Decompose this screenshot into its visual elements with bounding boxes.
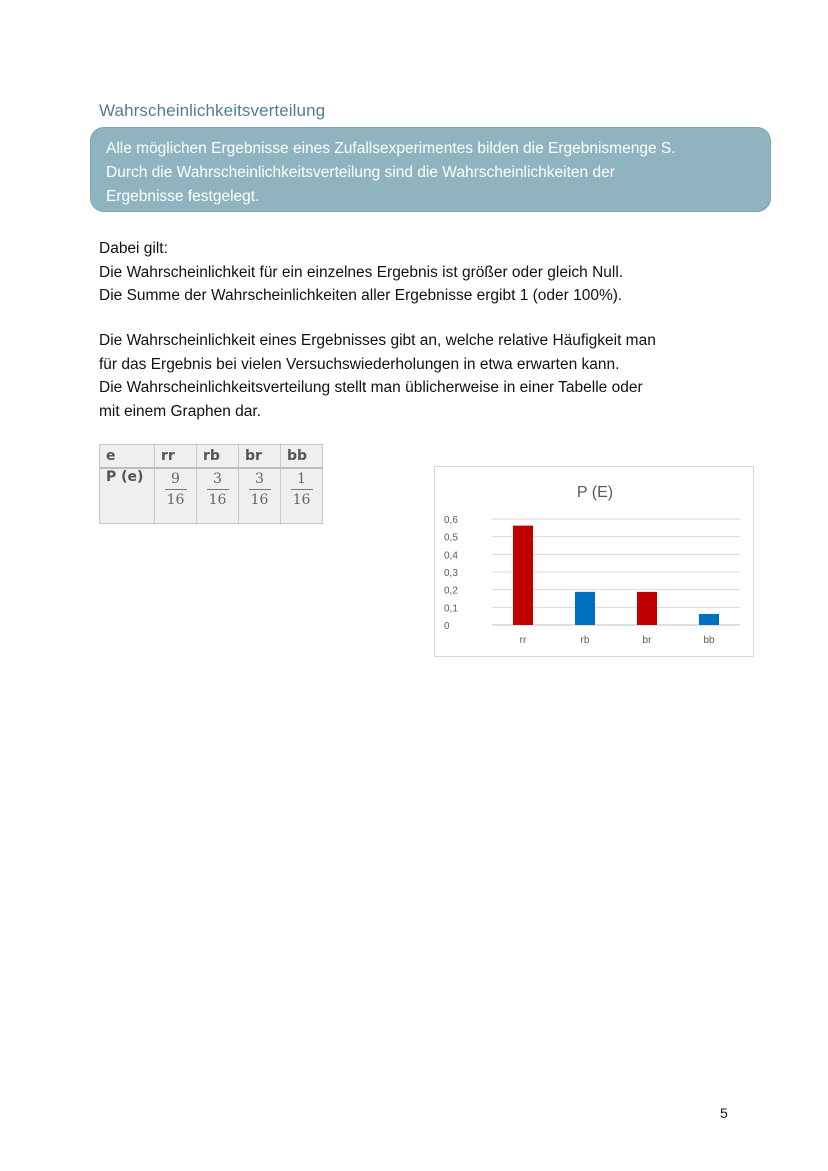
paragraph-line: für das Ergebnis bei vielen Versuchswiederholungen in etwa erwarten kann. — [99, 355, 620, 373]
fraction-bar — [165, 489, 187, 490]
chart-svg — [435, 467, 755, 658]
paragraph-line: Die Wahrscheinlichkeit für ein einzelnes Ergebnis ist größer oder gleich Null. — [99, 263, 624, 281]
callout-line: Durch die Wahrscheinlichkeitsverteilung sind die Wahrscheinlichkeiten der — [106, 164, 615, 181]
paragraph-line: Die Summe der Wahrscheinlichkeiten aller Ergebnisse ergibt 1 (oder 100%). — [99, 287, 623, 304]
table-row — [100, 468, 323, 524]
distribution-table — [99, 444, 323, 524]
explanation-paragraph — [99, 329, 656, 423]
page-number: 5 — [720, 1105, 728, 1121]
rules-paragraph — [99, 237, 623, 308]
x-tick-label: bb — [703, 635, 715, 646]
probability-cell — [155, 468, 197, 524]
callout-line: Ergebnisse festgelegt. — [106, 188, 260, 205]
callout-line: Alle möglichen Ergebnisse eines Zufallsexperimentes bilden die Ergebnismenge S. — [106, 140, 676, 157]
section-heading: Wahrscheinlichkeitsverteilung — [99, 101, 326, 120]
fraction-denominator: 16 — [250, 492, 269, 508]
y-tick-label: 0,3 — [444, 568, 458, 579]
table-header-cell: e — [100, 445, 155, 469]
fraction-numerator: 1 — [297, 471, 306, 487]
fraction-bar — [249, 489, 271, 490]
bar-rb — [575, 592, 595, 625]
fraction — [249, 471, 271, 509]
table-header-cell: bb — [281, 445, 323, 469]
paragraph-line: mit einem Graphen dar. — [99, 402, 261, 420]
fraction-bar — [291, 489, 313, 490]
fraction-denominator: 16 — [166, 492, 185, 508]
table-header-cell: rr — [155, 445, 197, 469]
y-tick-label: 0,5 — [444, 532, 458, 544]
x-tick-label: rr — [519, 635, 527, 646]
probability-cell — [239, 468, 281, 524]
x-tick-label: br — [642, 635, 652, 646]
row-label: P (e) — [100, 468, 155, 524]
y-tick-label: 0 — [444, 621, 450, 632]
fraction-numerator: 3 — [213, 471, 222, 487]
bar-rr — [513, 526, 533, 625]
bar-bb — [699, 614, 719, 625]
fraction — [165, 471, 187, 509]
table-header-cell: rb — [197, 445, 239, 469]
y-tick-label: 0,6 — [444, 515, 458, 526]
probability-cell — [197, 468, 239, 524]
paragraph-line: Dabei gilt: — [99, 240, 168, 257]
fraction — [207, 471, 229, 509]
bar-br — [637, 592, 657, 625]
y-tick-label: 0,4 — [444, 550, 458, 562]
definition-callout — [90, 127, 771, 212]
probability-cell — [281, 468, 323, 524]
paragraph-line: Die Wahrscheinlichkeit eines Ergebnisses gibt an, welche relative Häufigkeit man — [99, 332, 656, 349]
x-tick-label: rb — [580, 635, 590, 646]
table-header-row — [100, 445, 323, 469]
fraction-numerator: 9 — [171, 471, 180, 487]
fraction-denominator: 16 — [208, 492, 227, 508]
fraction-numerator: 3 — [255, 471, 264, 487]
fraction-denominator: 16 — [292, 492, 311, 508]
table-header-cell: br — [239, 445, 281, 469]
probability-chart — [434, 466, 754, 657]
y-tick-label: 0,1 — [444, 603, 458, 615]
fraction-bar — [207, 489, 229, 490]
chart-title: P (E) — [576, 484, 614, 501]
fraction — [291, 471, 313, 509]
y-tick-label: 0,2 — [444, 585, 458, 597]
paragraph-line: Die Wahrscheinlichkeitsverteilung stellt man üblicherweise in einer Tabelle oder — [99, 379, 643, 396]
